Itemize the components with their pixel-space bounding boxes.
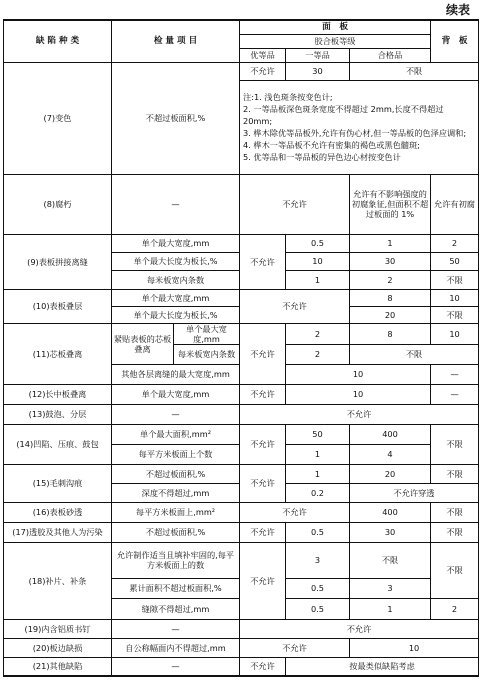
table-row	[4, 424, 479, 444]
inspection-item: 不超过板面积,%	[112, 522, 240, 542]
defect-name: (13)鼓泡、分层	[4, 404, 112, 424]
cell: 30	[350, 252, 431, 270]
cell: 不允许	[240, 542, 286, 619]
cell: 不限	[431, 464, 479, 483]
cell: 10	[286, 252, 350, 270]
header-excellent: 优等品	[240, 48, 286, 62]
cell: 不允许	[240, 323, 286, 384]
cell: 1	[286, 464, 350, 483]
table-row	[4, 323, 479, 344]
note-line: 3. 桦木除优等品板外,允许有伪心材,但一等品板的色泽应调和;	[243, 128, 467, 138]
defect-name: (7)变色	[4, 62, 112, 174]
cell: 不允许	[240, 502, 350, 522]
table-row	[4, 62, 479, 80]
inspection-item: —	[112, 174, 240, 234]
inspection-item: 每米板宽内条数	[112, 270, 240, 289]
defect-name: (12)长中板叠离	[4, 384, 112, 404]
cell: 20	[350, 464, 431, 483]
cell: 不允许	[240, 384, 286, 404]
defect-table	[3, 19, 479, 677]
inspection-item: 自公称幅面内不得超过,mm	[112, 638, 240, 657]
cell: 10	[350, 638, 479, 657]
cell: 10	[431, 323, 479, 344]
table-row	[4, 502, 479, 522]
cell: 1	[350, 598, 431, 619]
cell: 不允许	[240, 619, 479, 638]
cell: —	[431, 364, 479, 384]
defect-name: (15)毛刺沟痕	[4, 464, 112, 502]
cell: —	[431, 384, 479, 404]
cell: 不允许	[240, 657, 286, 676]
cell: 0.5	[286, 598, 350, 619]
inspection-item: 不超过板面积,%	[112, 62, 240, 174]
cell: 不限	[431, 306, 479, 323]
cell: 10	[286, 364, 431, 384]
cell: 3	[286, 542, 350, 578]
cell: 1	[286, 444, 350, 464]
cell: 0.5	[286, 522, 350, 542]
inspection-item: 每平方米板面上个数	[112, 444, 240, 464]
cell: 不允许	[240, 424, 286, 464]
cell: 不限	[431, 542, 479, 598]
cell: 不限	[431, 424, 479, 464]
note-line: 5. 优等品和一等品板的异色边心材按变色计	[243, 152, 401, 162]
cell: 2	[431, 598, 479, 619]
table-row	[4, 619, 479, 638]
cell: 50	[286, 424, 350, 444]
table-row	[4, 522, 479, 542]
cell: 不允许	[240, 638, 350, 657]
cell: 不允许	[240, 289, 350, 323]
table-row	[4, 404, 479, 424]
cell: 4	[350, 444, 431, 464]
table-row	[4, 464, 479, 483]
cell: 0.5	[286, 234, 350, 252]
header-inspection: 检 量 项 目	[112, 20, 240, 62]
cell: 2	[350, 270, 431, 289]
cell: 8	[350, 289, 431, 306]
inspection-item: 单个最大宽度,mm	[112, 289, 240, 306]
inspection-item: 缝隙不得超过,mm	[112, 598, 240, 619]
cell: 30	[286, 62, 350, 80]
inspection-item: 每平方米板面上,mm²	[112, 502, 240, 522]
cell: 20	[350, 306, 431, 323]
cell: 2	[286, 344, 350, 364]
cell: 1	[286, 270, 350, 289]
cell: 0.5	[286, 578, 350, 598]
inspection-item: —	[112, 404, 240, 424]
defect-name: (18)补片、补条	[4, 542, 112, 619]
cell: 400	[350, 502, 431, 522]
inspection-item: 每米板宽内条数	[174, 344, 240, 364]
defect-name: (16)表板砂透	[4, 502, 112, 522]
inspection-item: 单个最大长度为板长,%	[112, 252, 240, 270]
cell: 8	[350, 323, 431, 344]
inspection-item: 不超过板面积,%	[112, 464, 240, 483]
cell: 不允许	[240, 62, 286, 80]
cell: 不允许	[240, 174, 350, 234]
cell: 不限	[350, 542, 431, 578]
table-row	[4, 234, 479, 252]
inspection-item: 单个最大宽度,mm	[174, 323, 240, 344]
table-row	[4, 174, 479, 234]
cell: 10	[286, 384, 431, 404]
table-row	[4, 289, 479, 306]
cell: 不允许	[240, 464, 286, 502]
cell: 允许有不影响强度的初腐象征,但面积不超过板面的 1%	[350, 174, 431, 234]
inspection-item: —	[112, 619, 240, 638]
table-row	[4, 657, 479, 676]
header-face: 面 板	[240, 20, 431, 34]
header-defect: 缺 陷 种 类	[4, 20, 112, 62]
defect-name: (11)芯板叠离	[4, 323, 112, 384]
cell: 不限	[431, 270, 479, 289]
inspection-subgroup: 紧贴表板的芯板叠离	[112, 323, 174, 364]
note-line: 2. 一等品板深色斑条宽度不得超过 2mm,长度不得超过 20mm;	[243, 104, 444, 126]
cell: 3	[350, 578, 431, 598]
inspection-item: 单个最大长度为板长,%	[112, 306, 240, 323]
cell: 不允许	[240, 404, 479, 424]
header-first: 一等品	[286, 48, 350, 62]
cell: 不允许	[240, 234, 286, 289]
cell: 2	[431, 234, 479, 252]
cell: 50	[431, 252, 479, 270]
header-qualified: 合格品	[350, 48, 431, 62]
defect-name: (14)凹陷、压痕、鼓包	[4, 424, 112, 464]
cell: 不允许穿透	[350, 483, 479, 502]
cell: 400	[350, 424, 431, 444]
table-row	[4, 638, 479, 657]
cell: 2	[286, 323, 350, 344]
header-row	[4, 20, 479, 34]
note-line: 4. 桦木一等品板不允许有密集的褐色或黑色髓斑;	[243, 140, 420, 150]
inspection-item: 允许制作适当且填补牢固的,每平方米板面上的数	[112, 542, 240, 578]
inspection-item: 单个最大面积,mm²	[112, 424, 240, 444]
inspection-item: 深度不得超过,mm	[112, 483, 240, 502]
inspection-item: 单个最大宽度,mm	[112, 234, 240, 252]
cell: 不限	[350, 344, 479, 364]
cell: 0.2	[286, 483, 350, 502]
note-line: 注:1. 浅色斑条按变色计;	[243, 92, 333, 102]
cell: 10	[431, 289, 479, 306]
table-row	[4, 542, 479, 578]
cell: 不限	[431, 502, 479, 522]
continued-label: 续表	[446, 3, 471, 17]
inspection-item: 单个最大宽度,mm	[112, 384, 240, 404]
defect-name: (8)腐朽	[4, 174, 112, 234]
defect-name: (9)表板拼接离缝	[4, 234, 112, 289]
defect-name: (10)表板叠层	[4, 289, 112, 323]
cell: 不限	[431, 522, 479, 542]
defect-name: (21)其他缺陷	[4, 657, 112, 676]
defect-name: (17)透胶及其他人为污染	[4, 522, 112, 542]
defect-name: (20)板边缺损	[4, 638, 112, 657]
cell: 30	[350, 522, 431, 542]
note-block	[240, 80, 479, 174]
inspection-item: 累计面积不超过板面积,%	[112, 578, 240, 598]
table-row	[4, 384, 479, 404]
cell: 1	[350, 234, 431, 252]
header-plywood-grade: 胶合板等级	[240, 34, 431, 48]
inspection-item: —	[112, 657, 240, 676]
inspection-item: 其他各层离缝的最大宽度,mm	[112, 364, 240, 384]
cell: 允许有初腐	[431, 174, 479, 234]
cell: 不允许	[240, 522, 286, 542]
defect-name: (19)内含铝质书钉	[4, 619, 112, 638]
header-back: 背 板	[431, 20, 479, 62]
cell: 不限	[350, 62, 479, 80]
cell: 按最类似缺陷考虑	[286, 657, 479, 676]
